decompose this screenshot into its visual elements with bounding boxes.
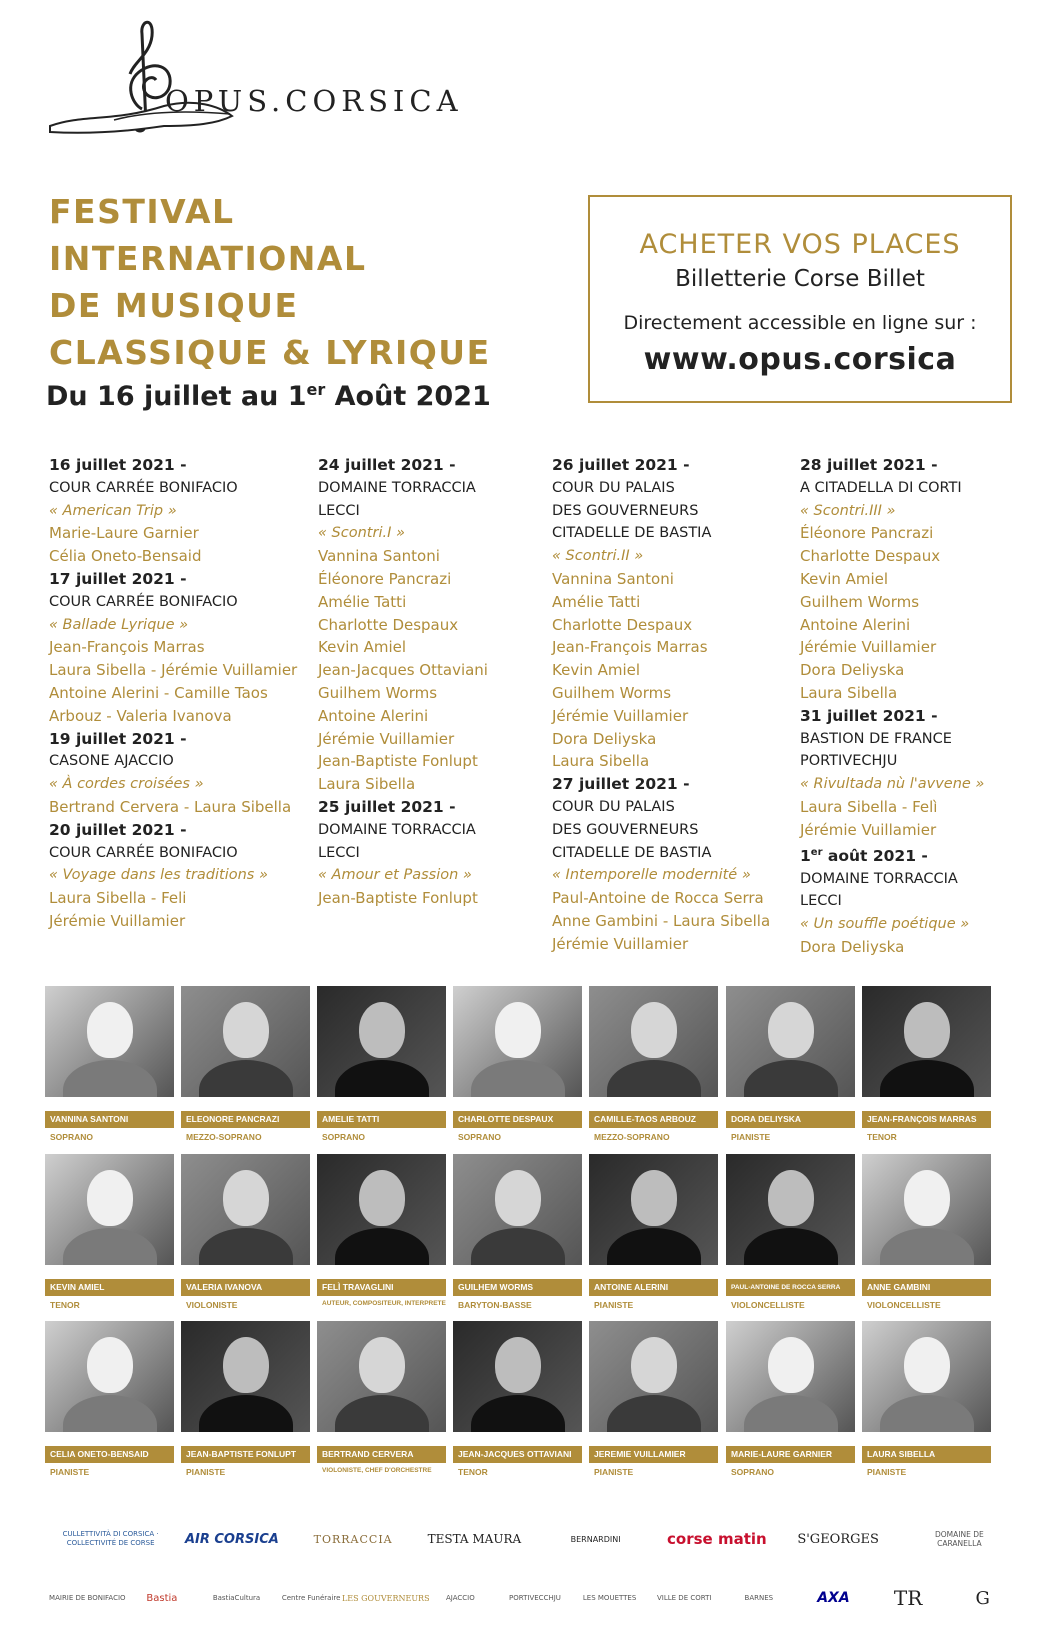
artist-name: CAMILLE-TAOS ARBOUZ — [589, 1111, 718, 1128]
sponsor-logo — [871, 1572, 946, 1624]
artist-photo — [317, 1321, 446, 1432]
schedule-artist: Arbouz - Valeria Ivanova — [49, 706, 232, 725]
ticket-subheading: Billetterie Corse Billet — [675, 266, 925, 292]
artist-card — [181, 1154, 310, 1310]
artist-photo — [317, 986, 446, 1097]
artist-role: SOPRANO — [322, 1132, 365, 1142]
schedule-venue: DOMAINE TORRACCIA — [318, 821, 476, 838]
schedule-artist: Antoine Alerini — [800, 615, 911, 634]
schedule-artist: Charlotte Despaux — [800, 547, 941, 566]
artist-role: PIANISTE — [867, 1467, 907, 1477]
sponsor-label: TESTA MAURA — [427, 1532, 522, 1546]
schedule-artist: Vannina Santoni — [552, 569, 674, 588]
schedule-date: 16 juillet 2021 - — [49, 456, 187, 474]
schedule-column — [49, 454, 299, 933]
sponsor-label: AJACCIO — [445, 1594, 475, 1602]
sponsor-logo — [199, 1572, 274, 1624]
sponsor-label: BastiaCultura — [212, 1594, 261, 1602]
artist-role: TENOR — [458, 1467, 488, 1477]
artist-card — [589, 1154, 718, 1310]
artist-photo — [453, 1154, 582, 1265]
schedule-venue: DOMAINE TORRACCIA — [318, 479, 476, 496]
schedule-date: 27 juillet 2021 - — [552, 775, 690, 794]
schedule-artist: Laura Sibella - Feli — [49, 889, 187, 908]
schedule-title: « American Trip » — [49, 502, 177, 519]
schedule-artist: Anne Gambini - Laura Sibella — [552, 911, 771, 930]
schedule-venue: BASTION DE FRANCE — [800, 730, 952, 747]
schedule-artist: Antoine Alerini - Camille Taos — [49, 683, 268, 702]
sponsor-logo — [423, 1572, 498, 1624]
artist-card — [453, 1321, 582, 1477]
artist-role: VIOLONCELLISTE — [731, 1300, 805, 1310]
artist-name: ELEONORE PANCRAZI — [181, 1111, 310, 1128]
artist-name: DORA DELIYSKA — [726, 1111, 855, 1128]
schedule-artist: Jérémie Vuillamier — [800, 638, 937, 657]
schedule-artist: Marie-Laure Garnier — [49, 524, 199, 543]
artist-card — [453, 986, 582, 1142]
artist-name: LAURA SIBELLA — [862, 1446, 991, 1463]
schedule-artist: Vannina Santoni — [318, 547, 440, 566]
artist-photo — [181, 1154, 310, 1265]
schedule-venue: COUR DU PALAIS — [552, 479, 675, 496]
artist-card — [726, 986, 855, 1142]
sponsor-label: corse matin — [667, 1530, 767, 1548]
sponsor-logo — [899, 1517, 1020, 1561]
artist-role: SOPRANO — [731, 1467, 774, 1477]
schedule-date: 28 juillet 2021 - — [800, 456, 938, 474]
artist-role: BARYTON-BASSE — [458, 1300, 532, 1310]
festival-line: CLASSIQUE & LYRIQUE — [49, 333, 491, 372]
schedule-venue: DES GOUVERNEURS — [552, 821, 699, 838]
schedule-artist: Kevin Amiel — [800, 569, 889, 588]
sponsor-label: Bastia — [146, 1592, 178, 1604]
schedule-venue: LECCI — [318, 844, 360, 861]
artist-card — [589, 1321, 718, 1477]
schedule-date: 24 juillet 2021 - — [318, 456, 456, 474]
artist-photo — [862, 1321, 991, 1432]
schedule-artist: Jérémie Vuillamier — [552, 934, 689, 953]
schedule-artist: Éléonore Pancrazi — [800, 524, 934, 543]
schedule-date: 20 juillet 2021 - — [49, 820, 187, 839]
schedule-artist: Jérémie Vuillamier — [49, 911, 186, 930]
schedule-artist: Jean-Jacques Ottaviani — [318, 661, 488, 680]
sponsor-logo — [796, 1572, 871, 1624]
sponsor-row — [50, 1517, 1020, 1561]
sponsor-logo — [778, 1517, 899, 1561]
schedule-venue: CASONE AJACCIO — [49, 753, 174, 770]
schedule-artist: Laura Sibella - Felì — [800, 797, 938, 816]
sponsor-logo — [535, 1517, 656, 1561]
artist-name: KEVIN AMIEL — [45, 1279, 174, 1296]
artist-name: CELIA ONETO-BENSAID — [45, 1446, 174, 1463]
sponsor-row — [50, 1572, 1020, 1624]
sponsor-label: LES GOUVERNEURS — [341, 1593, 430, 1603]
artist-photo — [589, 986, 718, 1097]
sponsor-label: LES MOUETTES — [582, 1594, 637, 1602]
artist-card — [453, 1154, 582, 1310]
schedule-venue: DES GOUVERNEURS — [552, 502, 699, 519]
schedule-artist: Antoine Alerini — [318, 706, 429, 725]
schedule-artist: Éléonore Pancrazi — [318, 569, 452, 588]
artist-card — [181, 986, 310, 1142]
schedule-date: 1er août 2021 - — [800, 846, 928, 865]
schedule-artist: Amélie Tatti — [318, 592, 407, 611]
sponsor-label: CULLETTIVITÀ DI CORSICA · COLLECTIVITÉ DE CORSE — [62, 1530, 159, 1547]
schedule-title: « Intemporelle modernité » — [552, 867, 751, 884]
sponsor-label: VILLE DE CORTI — [657, 1594, 712, 1602]
artist-photo — [589, 1321, 718, 1432]
sponsor-logo — [293, 1517, 414, 1561]
schedule-venue: CITADELLE DE BASTIA — [552, 844, 712, 861]
schedule-artist: Kevin Amiel — [552, 661, 641, 680]
schedule-column — [318, 454, 568, 910]
schedule-title: « Scontri.III » — [800, 502, 896, 519]
festival-line: INTERNATIONAL — [49, 239, 367, 278]
schedule-title: « À cordes croisées » — [49, 776, 204, 793]
artist-photo — [45, 986, 174, 1097]
dates-sup: er — [306, 380, 326, 399]
artist-card — [726, 1321, 855, 1477]
artist-role: PIANISTE — [50, 1467, 90, 1477]
sponsor-label: BERNARDINI — [570, 1534, 621, 1544]
artist-role: PIANISTE — [594, 1300, 634, 1310]
schedule-artist: Guilhem Worms — [318, 683, 438, 702]
artist-photo — [317, 1154, 446, 1265]
artist-name: VANNINA SANTONI — [45, 1111, 174, 1128]
sponsor-logo — [572, 1572, 647, 1624]
schedule-date: 26 juillet 2021 - — [552, 456, 690, 474]
schedule-title: « Un souffle poétique » — [800, 916, 970, 933]
schedule-title: « Voyage dans les traditions » — [49, 867, 268, 884]
schedule-date: 19 juillet 2021 - — [49, 729, 187, 748]
sponsor-logo — [125, 1572, 200, 1624]
artist-photo — [45, 1321, 174, 1432]
schedule-title: « Ballade Lyrique » — [49, 616, 189, 633]
sponsor-logo — [945, 1572, 1020, 1624]
artist-name: PAUL-ANTOINE DE ROCCA SERRA — [726, 1279, 855, 1296]
artist-name: CHARLOTTE DESPAUX — [453, 1111, 582, 1128]
festival-line: FESTIVAL — [49, 192, 235, 231]
schedule-date: 17 juillet 2021 - — [49, 569, 187, 588]
artist-role: MEZZO-SOPRANO — [186, 1132, 262, 1142]
artist-card — [181, 1321, 310, 1477]
festival-line: DE MUSIQUE — [49, 286, 299, 325]
schedule-artist: Jérémie Vuillamier — [318, 729, 455, 748]
sponsor-label: TORRACCIA — [313, 1532, 393, 1546]
schedule-artist: Laura Sibella - Jérémie Vuillamier — [49, 661, 298, 680]
schedule-venue: DOMAINE TORRACCIA — [800, 870, 958, 887]
artist-photo — [181, 986, 310, 1097]
artist-photo — [726, 1321, 855, 1432]
schedule-venue: PORTIVECHJU — [800, 753, 898, 770]
artist-card — [589, 986, 718, 1142]
schedule-venue: A CITADELLA DI CORTI — [800, 479, 962, 496]
artist-card — [45, 1154, 174, 1310]
artist-name: GUILHEM WORMS — [453, 1279, 582, 1296]
artist-name: BERTRAND CERVERA — [317, 1446, 446, 1463]
schedule-venue: COUR CARRÉE BONIFACIO — [49, 593, 238, 610]
schedule-artist: Jérémie Vuillamier — [552, 706, 689, 725]
sponsor-logo — [50, 1572, 125, 1624]
schedule-venue: LECCI — [318, 502, 360, 519]
schedule-artist: Guilhem Worms — [800, 592, 920, 611]
artist-photo — [45, 1154, 174, 1265]
schedule-artist: Jean-Baptiste Fonlupt — [318, 889, 478, 908]
artist-card — [45, 1321, 174, 1477]
schedule-artist: Laura Sibella — [318, 775, 416, 794]
artist-role: TENOR — [50, 1300, 80, 1310]
sponsor-logo — [414, 1517, 535, 1561]
dates-post: Août 2021 — [325, 381, 491, 412]
artist-name: ANTOINE ALERINI — [589, 1279, 718, 1296]
artist-card — [726, 1154, 855, 1310]
schedule-artist: Dora Deliyska — [552, 729, 657, 748]
sponsor-logo — [647, 1572, 722, 1624]
artist-name: JEREMIE VUILLAMIER — [589, 1446, 718, 1463]
festival-heading — [49, 188, 491, 376]
artist-card — [862, 1154, 991, 1310]
sponsor-logo — [656, 1517, 777, 1561]
schedule-date: 25 juillet 2021 - — [318, 797, 456, 816]
schedule-venue: COUR CARRÉE BONIFACIO — [49, 479, 238, 496]
artist-role: VIOLONCELLISTE — [867, 1300, 941, 1310]
schedule-artist: Célia Oneto-Bensaid — [49, 547, 202, 566]
schedule-column — [552, 454, 802, 956]
artist-card — [317, 986, 446, 1142]
artist-role: PIANISTE — [594, 1467, 634, 1477]
artist-photo — [589, 1154, 718, 1265]
artist-photo — [181, 1321, 310, 1432]
schedule-title: « Amour et Passion » — [318, 867, 472, 884]
schedule-artist: Paul-Antoine de Rocca Serra — [552, 889, 764, 908]
artist-name: JEAN-FRANÇOIS MARRAS — [862, 1111, 991, 1128]
artist-role: VIOLONISTE, CHEF D'ORCHESTRE — [322, 1467, 432, 1474]
artist-name: MARIE-LAURE GARNIER — [726, 1446, 855, 1463]
schedule-artist: Laura Sibella — [800, 683, 898, 702]
schedule-artist: Kevin Amiel — [318, 638, 407, 657]
sponsor-label: DOMAINE DE CARANELLA — [935, 1530, 984, 1548]
schedule-artist: Dora Deliyska — [800, 937, 905, 956]
sponsor-logo — [341, 1572, 430, 1624]
ticket-box — [588, 195, 1012, 403]
artist-name: AMELIE TATTI — [317, 1111, 446, 1128]
schedule-title: « Rivultada nù l'avvene » — [800, 776, 985, 793]
ticket-url-link[interactable]: www.opus.corsica — [643, 342, 957, 377]
sponsor-label: BARNES — [744, 1594, 774, 1602]
artist-photo — [726, 1154, 855, 1265]
sponsor-logo — [722, 1572, 797, 1624]
sponsor-label: MAIRIE DE BONIFACIO — [49, 1594, 126, 1602]
sponsor-label: TR — [893, 1586, 923, 1610]
schedule-artist: Bertrand Cervera - Laura Sibella — [49, 797, 292, 816]
artist-role: SOPRANO — [50, 1132, 93, 1142]
sponsor-logo — [498, 1572, 573, 1624]
schedule-artist: Dora Deliyska — [800, 661, 905, 680]
artist-role: SOPRANO — [458, 1132, 501, 1142]
sponsor-label: AXA — [817, 1590, 850, 1606]
artist-name: JEAN-BAPTISTE FONLUPT — [181, 1446, 310, 1463]
artist-role: TENOR — [867, 1132, 897, 1142]
artist-name: JEAN-JACQUES OTTAVIANI — [453, 1446, 582, 1463]
artist-photo — [862, 986, 991, 1097]
dates-pre: Du 16 juillet au 1 — [46, 381, 307, 412]
schedule-artist: Laura Sibella — [552, 752, 650, 771]
schedule-artist: Guilhem Worms — [552, 683, 672, 702]
artist-card — [862, 1321, 991, 1477]
ticket-access-text: Directement accessible en ligne sur : — [623, 312, 977, 334]
artist-card — [317, 1321, 446, 1474]
logo-text: OPUS.CORSICA — [165, 84, 463, 118]
schedule-artist: Jean-Baptiste Fonlupt — [318, 752, 478, 771]
artist-role: PIANISTE — [186, 1467, 226, 1477]
artist-photo — [726, 986, 855, 1097]
schedule-artist: Jean-François Marras — [49, 638, 205, 657]
artist-name: ANNE GAMBINI — [862, 1279, 991, 1296]
schedule-artist: Charlotte Despaux — [318, 615, 459, 634]
artist-card — [45, 986, 174, 1142]
sponsor-logo — [171, 1517, 292, 1561]
schedule-venue: LECCI — [800, 893, 842, 910]
sponsor-logo — [50, 1517, 171, 1561]
schedule-venue: COUR CARRÉE BONIFACIO — [49, 844, 238, 861]
artist-name: VALERIA IVANOVA — [181, 1279, 310, 1296]
artist-role: AUTEUR, COMPOSITEUR, INTERPRETE — [322, 1300, 446, 1307]
schedule-title: « Scontri.I » — [318, 525, 405, 542]
artist-photo — [453, 1321, 582, 1432]
artist-role: VIOLONISTE — [186, 1300, 238, 1310]
sponsor-logo — [274, 1572, 349, 1624]
artist-role: MEZZO-SOPRANO — [594, 1132, 670, 1142]
artist-card — [862, 986, 991, 1142]
artist-role: PIANISTE — [731, 1132, 771, 1142]
sponsor-label: PORTIVECCHJU — [509, 1594, 561, 1602]
artist-name: FELÌ TRAVAGLINI — [317, 1279, 446, 1296]
artist-photo — [453, 986, 582, 1097]
sponsor-label: G — [975, 1587, 990, 1609]
schedule-artist: Jean-François Marras — [552, 638, 708, 657]
sponsor-label: AIR CORSICA — [184, 1531, 279, 1547]
schedule-venue: COUR DU PALAIS — [552, 798, 675, 815]
schedule-artist: Charlotte Despaux — [552, 615, 693, 634]
schedule-artist: Amélie Tatti — [552, 592, 641, 611]
schedule-title: « Scontri.II » — [552, 548, 644, 565]
festival-dates — [46, 380, 491, 412]
artist-card — [317, 1154, 446, 1307]
ticket-heading: ACHETER VOS PLACES — [639, 229, 961, 260]
schedule-artist: Jérémie Vuillamier — [800, 820, 937, 839]
schedule-date: 31 juillet 2021 - — [800, 706, 938, 725]
schedule-venue: CITADELLE DE BASTIA — [552, 525, 712, 542]
sponsor-label: Centre Funéraire — [281, 1594, 341, 1602]
sponsor-label: S'GEORGES — [797, 1531, 879, 1547]
schedule-column — [800, 454, 1050, 959]
artist-photo — [862, 1154, 991, 1265]
